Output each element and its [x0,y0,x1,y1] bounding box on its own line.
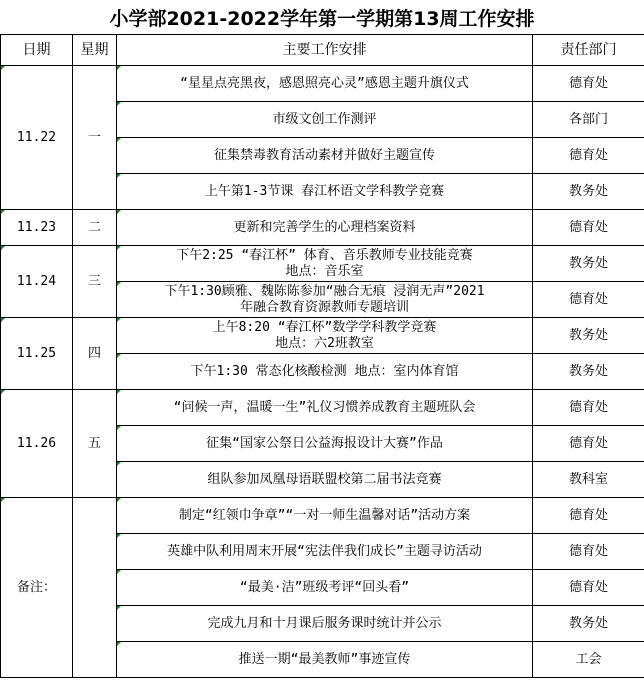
weekday-cell: 五 [73,390,117,498]
task-text: “最美·洁”班级考评“回头看” [239,579,410,595]
dept-cell: 德育处 [533,210,644,246]
task-text: 上午8:20 “春江杯”数学学科教学竞赛 [212,319,437,335]
task-cell [117,102,533,138]
task-cell [117,282,533,318]
dept-cell: 德育处 [533,534,644,570]
task-text: 英雄中队利用周末开展“宪法伴我们成长”主题寻访活动 [167,543,482,559]
task-cell [117,138,533,174]
task-text: 下午1:30顾雅、魏陈陈参加“融合无痕 浸润无声”2021 [164,283,485,299]
task-text: 下午2:25 “春江杯” 体育、音乐教师专业技能竞赛 [176,247,473,263]
task-text: “星星点亮黑夜，感恩照亮心灵”感恩主题升旗仪式 [180,75,469,91]
dept-cell: 教科室 [533,462,644,498]
weekday-cell: 四 [73,318,117,390]
task-text: 更新和完善学生的心理档案资料 [233,219,416,235]
dept-cell: 教务处 [533,318,644,354]
header-date: 日期 [1,35,73,66]
dept-cell: 教务处 [533,606,644,642]
dept-cell: 工会 [533,642,644,678]
task-cell [117,426,533,462]
task-text: “问候一声，温暖一生”礼仪习惯养成教育主题班队会 [173,399,476,415]
task-cell [117,498,533,534]
task-text: 推送一期“最美教师”事迹宣传 [238,651,411,667]
task-text: 征集禁毒教育活动素材并做好主题宣传 [213,147,435,163]
task-cell [117,246,533,282]
weekday-cell [73,498,117,678]
task-text: 征集“国家公祭日公益海报设计大赛”作品 [206,435,443,451]
task-text: 组队参加凤凰母语联盟校第二届书法竞赛 [207,471,442,487]
task-text: 上午第1-3节课 春江杯语文学科教学竞赛 [204,183,445,199]
schedule-table [0,34,644,678]
task-cell [117,462,533,498]
date-cell: 11.23 [1,210,73,246]
page-title: 小学部2021-2022学年第一学期第13周工作安排 [109,7,535,30]
schedule-body [1,66,644,678]
dept-cell: 德育处 [533,282,644,318]
task-cell [117,174,533,210]
task-cell [117,210,533,246]
task-text: 完成九月和十月课后服务课时统计并公示 [207,615,442,631]
dept-cell: 德育处 [533,426,644,462]
date-cell: 11.25 [1,318,73,390]
dept-cell: 教务处 [533,246,644,282]
weekday-cell: 三 [73,246,117,318]
task-text-line2: 地点：音乐室 [285,263,364,279]
task-text: 制定“红领巾争章”“一对一师生温馨对话”活动方案 [178,507,471,523]
dept-cell: 德育处 [533,390,644,426]
date-cell: 11.26 [1,390,73,498]
table-row [1,390,644,426]
task-cell [117,642,533,678]
table-row [1,498,644,534]
header-row [1,35,644,66]
dept-cell: 德育处 [533,138,644,174]
task-cell [117,570,533,606]
dept-cell: 教务处 [533,354,644,390]
dept-cell: 各部门 [533,102,644,138]
task-cell [117,606,533,642]
task-text-line2: 地点：六2班教室 [275,335,374,351]
weekday-cell: 二 [73,210,117,246]
date-cell: 11.22 [1,66,73,210]
task-cell [117,534,533,570]
task-cell [117,390,533,426]
task-cell [117,354,533,390]
task-text: 市级文创工作测评 [272,111,377,127]
table-row [1,318,644,354]
header-weekday: 星期 [73,35,117,66]
date-cell: 11.24 [1,246,73,318]
weekday-cell: 一 [73,66,117,210]
dept-cell: 德育处 [533,498,644,534]
table-row [1,210,644,246]
task-text-line2: 年融合教育资源教师专题培训 [239,299,409,315]
header-task: 主要工作安排 [117,35,533,66]
dept-cell: 教务处 [533,174,644,210]
table-row [1,66,644,102]
task-text: 下午1:30 常态化核酸检测 地点：室内体育馆 [190,363,459,379]
date-cell: 备注： [1,498,73,678]
task-cell [117,318,533,354]
dept-cell: 德育处 [533,66,644,102]
task-cell [117,66,533,102]
header-dept: 责任部门 [533,35,644,66]
dept-cell: 德育处 [533,570,644,606]
table-row [1,246,644,282]
